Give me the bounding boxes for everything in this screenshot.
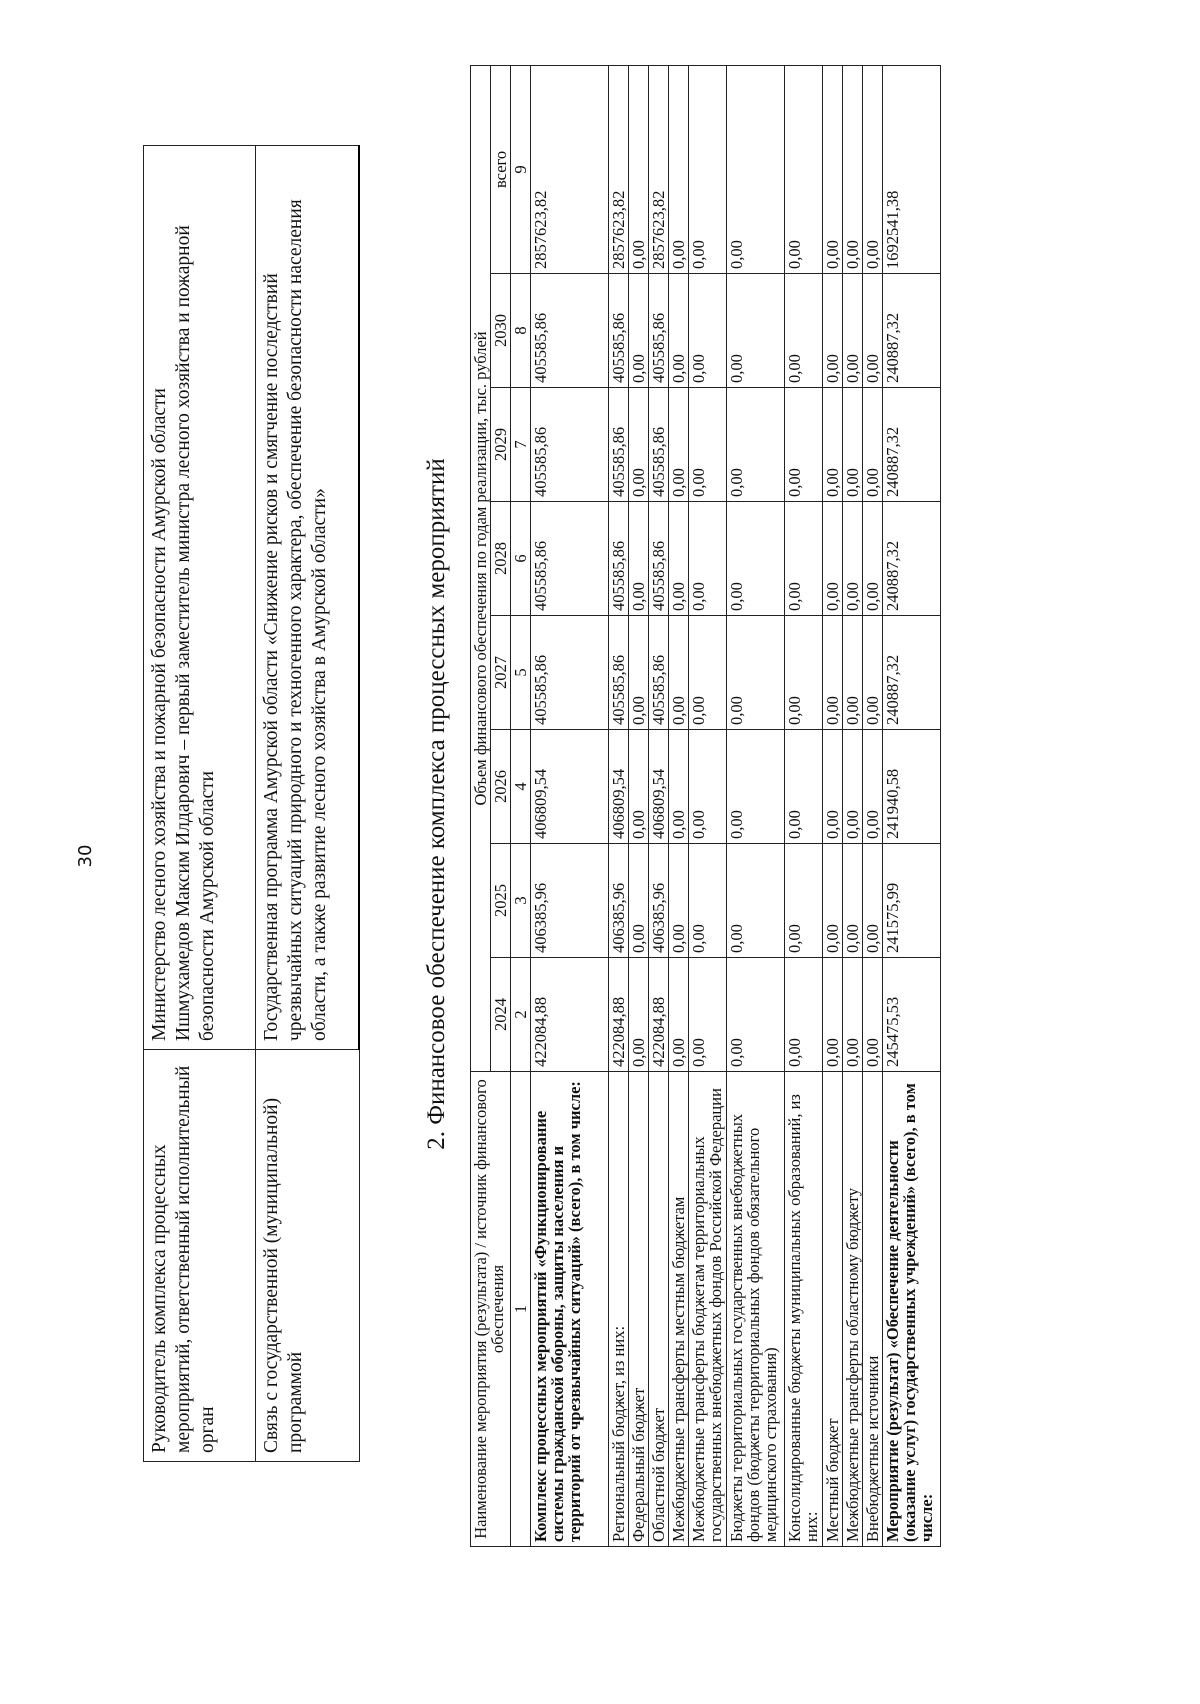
row-name-text: Комплекс процессных мероприятий «Функционирование системы гражданской обороны, защиты населения и территорий от чрезвычайных ситуаций» (всего), в том числе: [531,1081,584,1542]
value-cell: 0,00 [843,730,863,844]
header-row [471,65,491,1546]
value-cell: 0,00 [689,502,727,616]
value-cell: 0,00 [863,65,883,273]
value-cell: 0,00 [843,502,863,616]
year-header: всего [491,65,511,273]
column-number: 9 [511,65,531,273]
row-name: Бюджеты территориальных государственных внебюджетных фондов (бюджеты территориальных фондов обязательного медицинского страхования) [727,1072,785,1547]
value-cell: 406385,96 [609,844,629,958]
row-name: Консолидированные бюджеты муниципальных образований, из них: [785,1072,823,1547]
value-cell: 0,00 [785,844,823,958]
row-name: Межбюджетные трансферты бюджетам территориальных государственных внебюджетных фондов Российской Федерации [689,1072,727,1547]
value-cell: 0,00 [669,274,689,388]
value-cell: 0,00 [863,274,883,388]
value-cell: 405585,86 [649,502,669,616]
value-cell: 406809,54 [609,730,629,844]
value-cell: 406809,54 [531,730,609,844]
table-row [785,65,823,1546]
value-cell: 0,00 [843,274,863,388]
value-cell: 0,00 [843,844,863,958]
value-cell: 0,00 [863,502,883,616]
value-cell: 0,00 [823,844,843,958]
value-cell: 406385,96 [531,844,609,958]
section-title: 2. Финансовое обеспечение комплекса процессных мероприятий [423,458,450,1150]
info-label: Руководитель комплекса процессных мероприятий, ответственный исполнительный орган [144,1050,256,1462]
value-cell: 0,00 [785,388,823,502]
value-cell: 0,00 [629,502,649,616]
value-cell: 0,00 [785,274,823,388]
value-cell: 0,00 [843,616,863,730]
value-cell: 0,00 [629,274,649,388]
table-row [823,65,843,1546]
value-cell: 0,00 [823,958,843,1072]
value-cell: 405585,86 [649,274,669,388]
value-cell: 0,00 [669,616,689,730]
value-cell: 0,00 [629,730,649,844]
value-cell: 405585,86 [609,274,629,388]
value-cell: 0,00 [785,616,823,730]
value-cell: 240887,32 [883,388,941,502]
row-name: Региональный бюджет, из них: [609,1072,629,1547]
row-name: Внебюджетные источники [863,1072,883,1547]
value-cell: 0,00 [689,65,727,273]
value-cell: 406385,96 [649,844,669,958]
value-cell: 0,00 [863,616,883,730]
value-cell: 0,00 [863,730,883,844]
value-cell: 422084,88 [531,958,609,1072]
column-number: 8 [511,274,531,388]
value-cell: 0,00 [843,958,863,1072]
value-cell: 0,00 [727,616,785,730]
value-cell: 422084,88 [649,958,669,1072]
value-cell: 0,00 [689,388,727,502]
value-cell: 405585,86 [531,388,609,502]
table-row [863,65,883,1546]
page-number: 30 [75,844,96,868]
year-header: 2025 [491,844,511,958]
value-cell: 1692541,38 [883,65,941,273]
value-cell: 0,00 [823,730,843,844]
value-cell: 0,00 [863,844,883,958]
value-cell: 0,00 [669,388,689,502]
column-number: 2 [511,958,531,1072]
row-name [883,1072,941,1547]
value-cell: 0,00 [629,958,649,1072]
column-numbers-row [511,65,531,1546]
value-cell: 0,00 [727,958,785,1072]
year-header: 2028 [491,502,511,616]
value-cell: 0,00 [785,502,823,616]
column-number: 4 [511,730,531,844]
info-value: Государственная программа Амурской области «Снижение рисков и смягчение последствий чрезвычайных ситуаций природного и техногенного характера, обеспечение безопасности населения области, а также развитие лесного хозяйства в Амурской области» [256,146,360,1050]
value-cell: 0,00 [629,65,649,273]
value-cell: 0,00 [727,388,785,502]
value-cell: 0,00 [629,844,649,958]
value-cell: 241575,99 [883,844,941,958]
value-cell: 2857623,82 [649,65,669,273]
value-cell: 0,00 [785,730,823,844]
value-cell: 0,00 [823,388,843,502]
value-cell: 405585,86 [649,616,669,730]
table-row [609,65,629,1546]
value-cell: 0,00 [689,616,727,730]
value-cell: 0,00 [863,958,883,1072]
table-row [689,65,727,1546]
value-cell: 0,00 [689,844,727,958]
row-name: Местный бюджет [823,1072,843,1547]
column-number: 3 [511,844,531,958]
value-cell: 0,00 [727,844,785,958]
value-cell: 405585,86 [531,616,609,730]
table-row [629,65,649,1546]
value-cell: 0,00 [843,65,863,273]
value-cell: 0,00 [669,958,689,1072]
table-row [727,65,785,1546]
value-cell: 0,00 [843,388,863,502]
row-name: Межбюджетные трансферты местным бюджетам [669,1072,689,1547]
column-number: 1 [511,1072,531,1547]
value-cell: 0,00 [727,730,785,844]
value-cell: 405585,86 [609,502,629,616]
value-cell: 405585,86 [649,388,669,502]
value-cell: 240887,32 [883,616,941,730]
value-cell: 0,00 [727,502,785,616]
table-row [883,65,941,1546]
info-row [144,146,256,1462]
row-name [531,1072,609,1547]
value-cell: 406809,54 [649,730,669,844]
value-cell: 0,00 [727,65,785,273]
value-cell: 240887,32 [883,502,941,616]
value-cell: 0,00 [823,65,843,273]
table-row [669,65,689,1546]
year-header: 2030 [491,274,511,388]
value-cell: 0,00 [689,958,727,1072]
table-row [649,65,669,1546]
row-name: Областной бюджет [649,1072,669,1547]
financing-table [470,65,941,1547]
value-cell: 2857623,82 [609,65,629,273]
value-cell: 0,00 [863,388,883,502]
info-label: Связь с государственной (муниципальной) программой [256,1050,360,1462]
value-cell: 0,00 [727,274,785,388]
column-number: 7 [511,388,531,502]
column-number: 6 [511,502,531,616]
value-cell: 0,00 [689,274,727,388]
value-cell: 0,00 [823,616,843,730]
value-cell: 240887,32 [883,274,941,388]
year-header: 2024 [491,958,511,1072]
value-cell: 405585,86 [609,388,629,502]
value-cell: 0,00 [785,65,823,273]
value-cell: 422084,88 [609,958,629,1072]
value-cell: 0,00 [689,730,727,844]
value-cell: 0,00 [823,274,843,388]
table-row [531,65,609,1546]
column-number: 5 [511,616,531,730]
value-cell: 0,00 [629,388,649,502]
row-name: Межбюджетные трансферты областному бюджету [843,1072,863,1547]
value-cell: 2857623,82 [531,65,609,273]
value-cell: 0,00 [669,730,689,844]
table-row [843,65,863,1546]
info-row [256,146,360,1462]
year-header: 2027 [491,616,511,730]
value-cell: 405585,86 [609,616,629,730]
row-name: Федеральный бюджет [629,1072,649,1547]
value-cell: 0,00 [823,502,843,616]
table-body [531,65,941,1546]
year-header: 2026 [491,730,511,844]
info-value: Министерство лесного хозяйства и пожарной безопасности Амурской области Ишмухамедов Максим Илдарович – первый заместитель министра лесного хозяйства и пожарной безопасности Амурской области [144,146,256,1050]
value-cell: 241940,58 [883,730,941,844]
year-header: 2029 [491,388,511,502]
volume-header: Объем финансового обеспечения по годам реализации, тыс. рублей [471,65,491,1071]
value-cell: 405585,86 [531,502,609,616]
info-table [143,145,360,1462]
value-cell: 0,00 [669,65,689,273]
value-cell: 245475,53 [883,958,941,1072]
value-cell: 405585,86 [531,274,609,388]
value-cell: 0,00 [669,502,689,616]
value-cell: 0,00 [669,844,689,958]
name-column-header: Наименование мероприятия (результата) / источник финансового обеспечения [471,1072,511,1547]
value-cell: 0,00 [629,616,649,730]
value-cell: 0,00 [785,958,823,1072]
row-name-text: Мероприятие (результат) «Обеспечение деятельности (оказание услуг) государственных учреждений» (всего), в том числе: [883,1083,936,1542]
